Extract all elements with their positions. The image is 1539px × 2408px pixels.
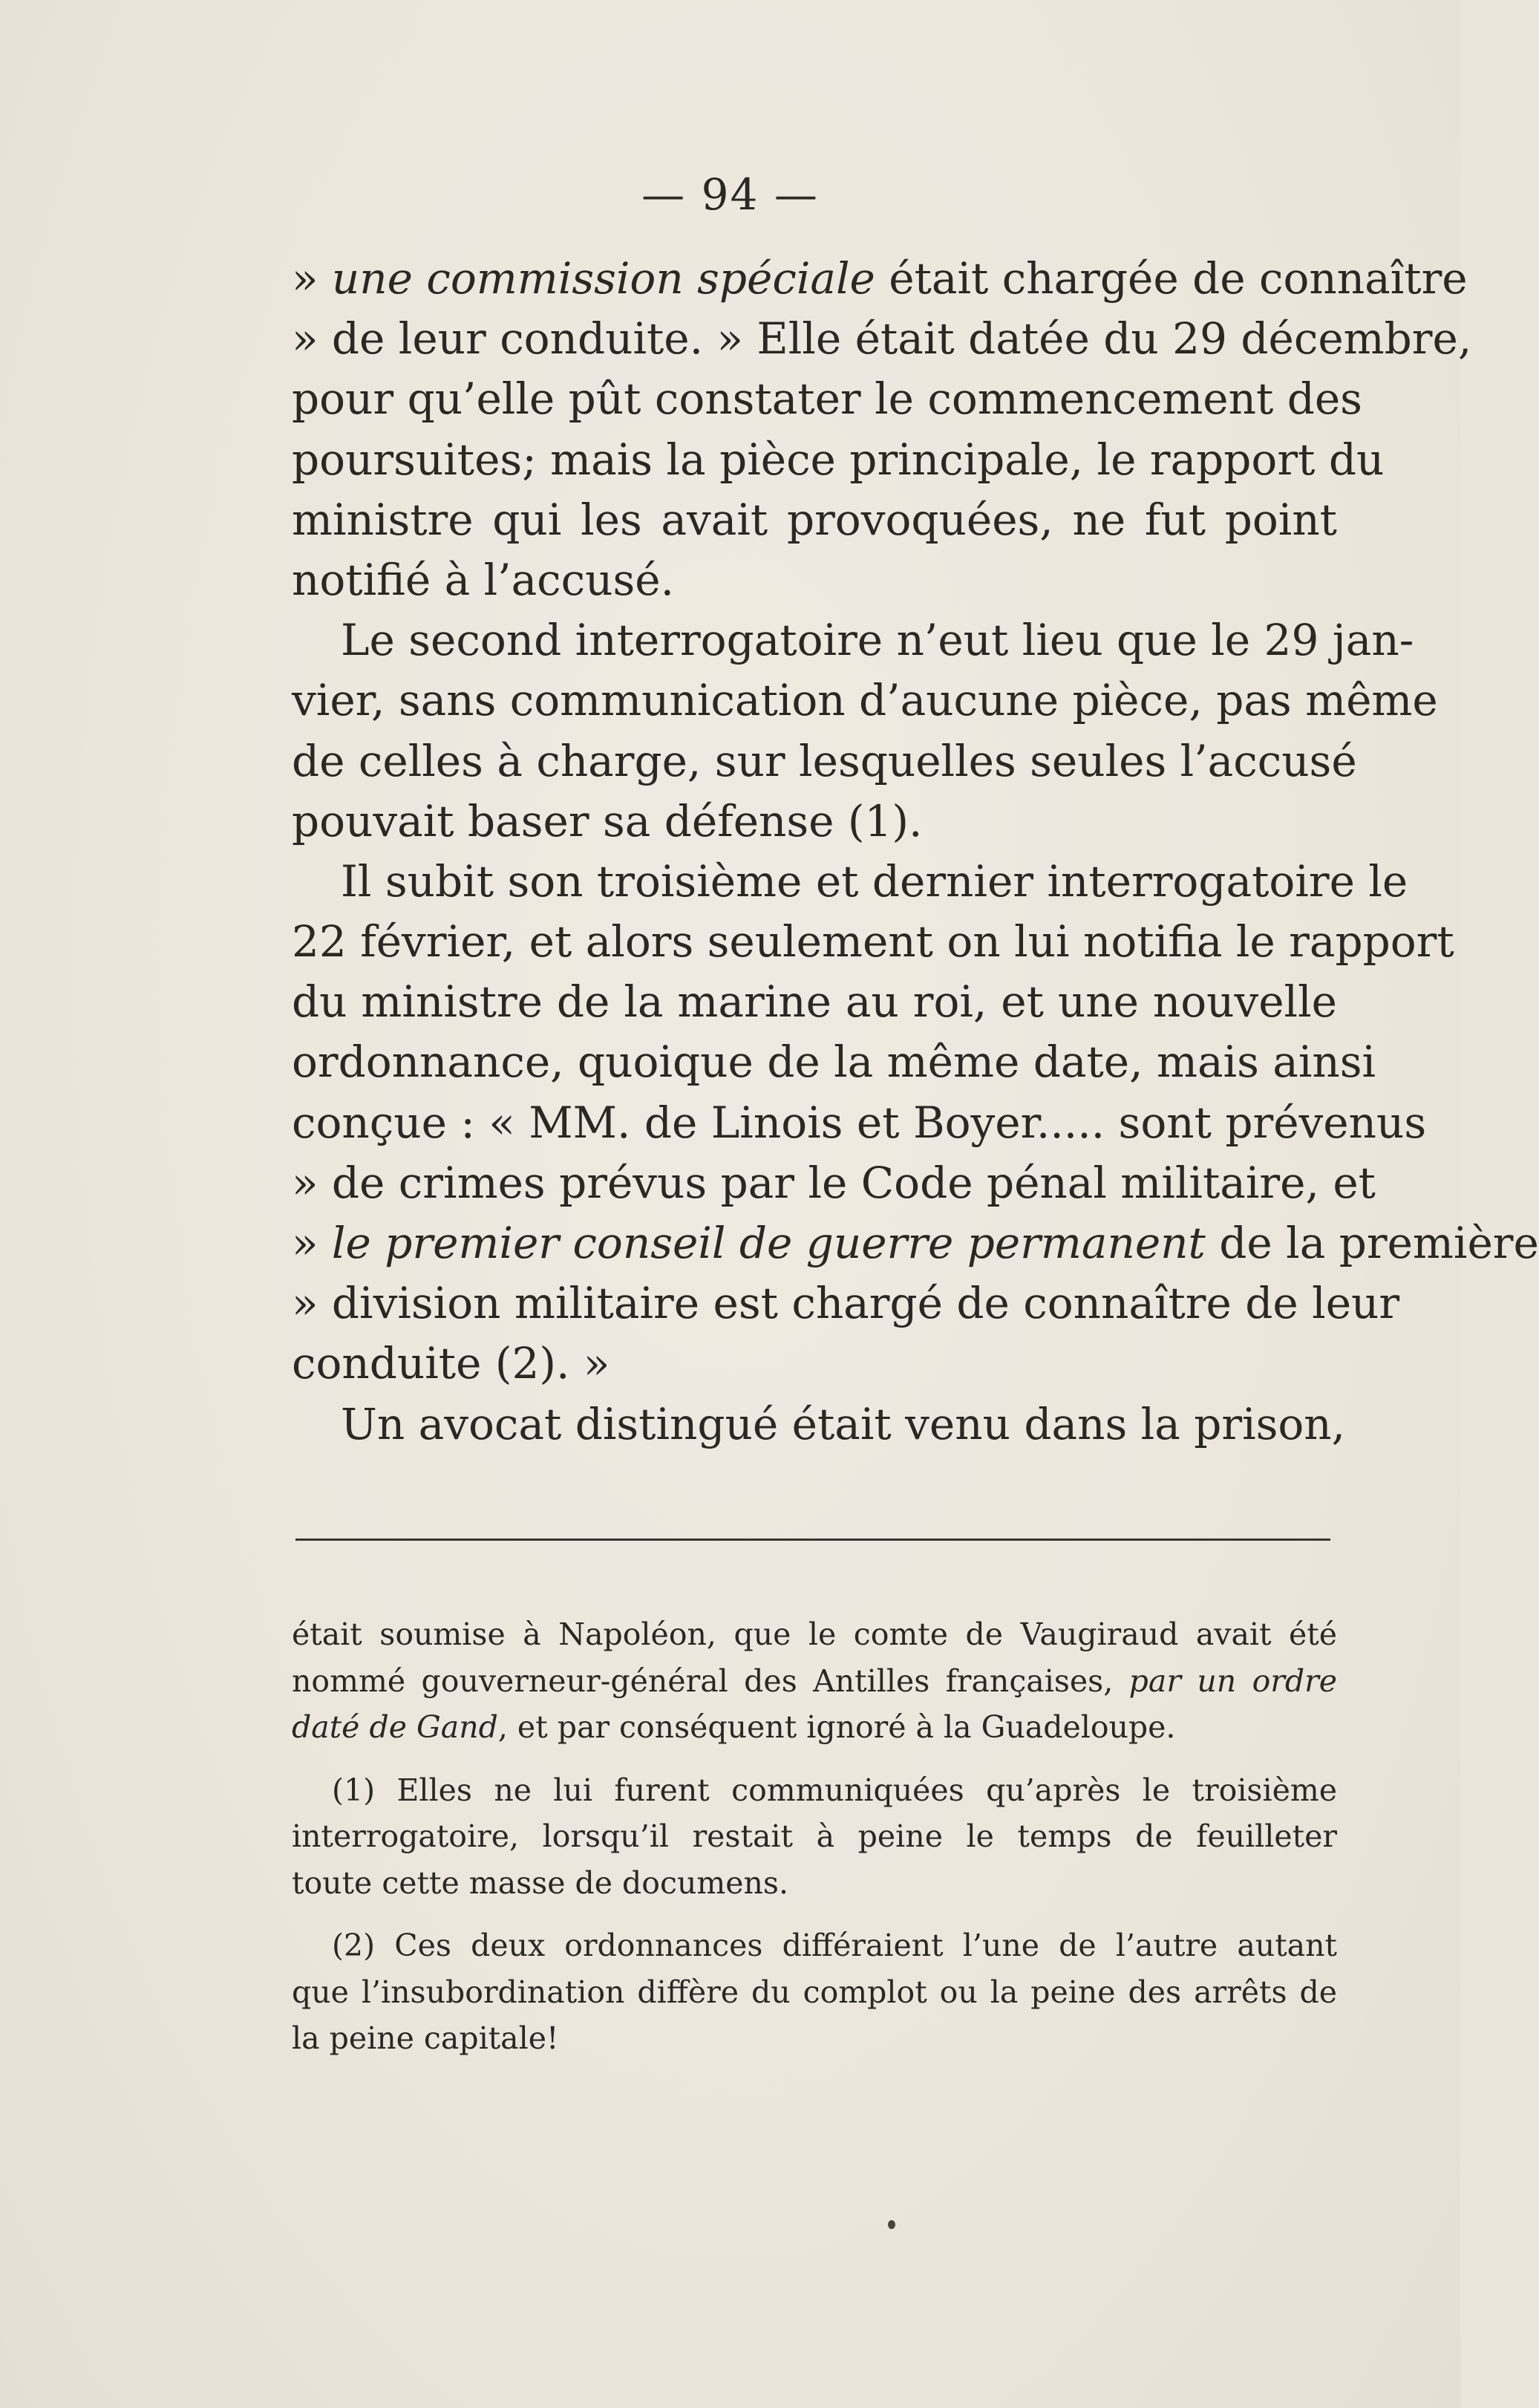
text-line: poursuites; mais la pièce principale, le rapport du xyxy=(292,434,1385,485)
text-line: pour qu’elle pût constater le commencement des xyxy=(292,373,1362,425)
text-line: conçue : « MM. de Linois et Boyer..... sont prévenus xyxy=(292,1097,1427,1148)
text-line: vier, sans communication d’aucune pièce, pas même xyxy=(292,675,1438,726)
text-line: de celles à charge, sur lesquelles seules l’accusé xyxy=(292,735,1357,786)
text-line: » division militaire est chargé de connaître de leur xyxy=(292,1278,1400,1329)
footnote-line: la peine capitale! xyxy=(292,2020,559,2056)
footnotes xyxy=(292,1611,1337,2062)
footnote-line: toute cette masse de documens. xyxy=(292,1864,788,1901)
italic-text: par un ordre xyxy=(1128,1663,1337,1699)
text-line: Il subit son troisième et dernier interrogatoire le xyxy=(341,855,1408,907)
text-line: du ministre de la marine au roi, et une nouvelle xyxy=(292,976,1337,1028)
text-line: notifié à l’accusé. xyxy=(292,554,675,605)
footnote-line: nommé gouverneur-général des Antilles françaises, par un ordre xyxy=(292,1663,1337,1699)
text-line: Le second interrogatoire n’eut lieu que le 29 jan- xyxy=(341,615,1414,666)
footnote-line: que l’insubordination diffère du complot ou la peine des arrêts de xyxy=(292,1974,1337,2010)
footnote-line: daté de Gand, et par conséquent ignoré à la Guadeloupe. xyxy=(292,1709,1176,1745)
italic-text: le premier conseil de guerre permanent xyxy=(331,1218,1206,1268)
italic-text: daté de Gand xyxy=(292,1709,498,1745)
footnote-line: interrogatoire, lorsqu’il restait à peine le temps de feuilleter xyxy=(292,1818,1337,1854)
text-line: Un avocat distingué était venu dans la prison, xyxy=(341,1398,1346,1449)
ink-speck xyxy=(888,2220,895,2229)
text-line: ministre qui les avait provoquées, ne fut point xyxy=(292,494,1337,545)
footnote-line: (1) Elles ne lui furent communiquées qu’après le troisième xyxy=(332,1772,1337,1808)
main-text xyxy=(292,249,1539,1455)
footnote-line: (2) Ces deux ordonnances différaient l’une de l’autre autant xyxy=(332,1928,1337,1963)
footnote-separator xyxy=(295,1539,1330,1541)
text-line: conduite (2). » xyxy=(292,1338,610,1389)
text-line: » le premier conseil de guerre permanent de la première xyxy=(292,1218,1539,1268)
italic-text: une commission spéciale xyxy=(331,253,875,304)
text-line: » de leur conduite. » Elle était datée du 29 décembre, xyxy=(292,313,1472,365)
text-line: pouvait baser sa défense (1). xyxy=(292,795,923,846)
text-line: ordonnance, quoique de la même date, mais ainsi xyxy=(292,1037,1376,1088)
page-number: — 94 — xyxy=(641,169,819,220)
text-line: » de crimes prévus par le Code pénal militaire, et xyxy=(292,1157,1376,1208)
text-line: » une commission spéciale était chargée de connaître xyxy=(292,253,1468,304)
footnote-line: était soumise à Napoléon, que le comte de Vaugiraud avait été xyxy=(292,1616,1337,1652)
text-line: 22 février, et alors seulement on lui notifia le rapport xyxy=(292,916,1454,968)
